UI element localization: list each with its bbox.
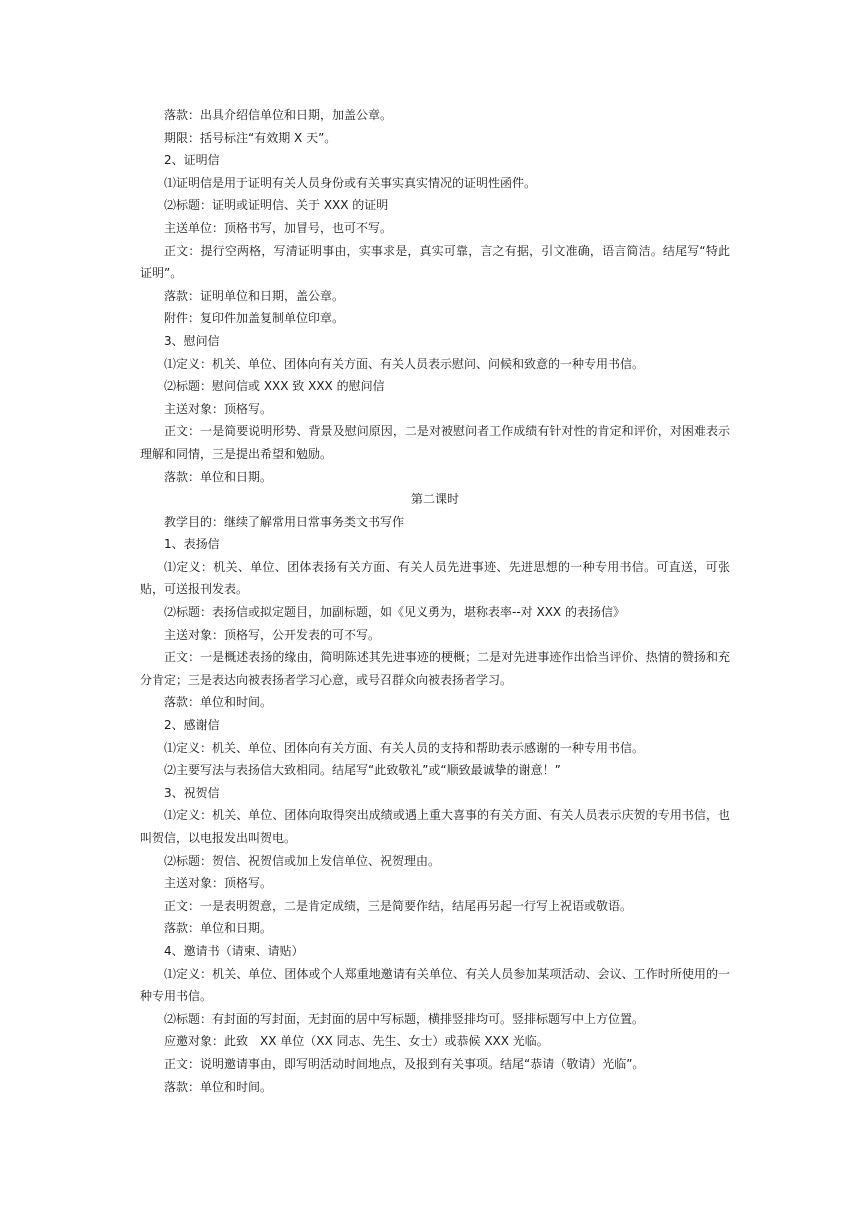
paragraph: 正文：一是简要说明形势、背景及慰问原因，二是对被慰问者工作成绩有针对性的肯定和评价，对困难表示理解和同情，三是提出希望和勉励。: [140, 424, 730, 461]
text-line: ⑵主要写法与表扬信大致相同。结尾写“此致敬礼”或“顺致最诚挚的谢意！”: [164, 763, 561, 778]
text-line: 1、表扬信: [164, 537, 220, 552]
paragraph: 正文：一是概述表扬的缘由，简明陈述其先进事迹的梗概；二是对先进事迹作出恰当评价、热情的赞扬和充分肯定；三是表达向被表扬者学习心意，或号召群众向被表扬者学习。: [140, 650, 730, 687]
text-line: ⑵标题：有封面的写封面，无封面的居中写标题，横排竖排均可。竖排标题写中上方位置。: [164, 1011, 645, 1026]
text-line: ⑵标题：慰问信或 XXX 致 XXX 的慰问信: [164, 379, 385, 394]
text-line: 主送对象：顶格写，公开发表的可不写。: [164, 627, 381, 642]
text-line: 3、祝贺信: [164, 785, 220, 800]
text-line: 主送单位：顶格书写，加冒号，也可不写。: [164, 220, 393, 235]
text-line: 2、感谢信: [164, 718, 220, 733]
section-heading: 第二课时: [410, 492, 459, 507]
text-line: 应邀对象：此致 XX 单位（XX 同志、先生、女士）或恭候 XXX 光临。: [164, 1034, 549, 1049]
text-line: 落款：单位和时间。: [164, 695, 273, 710]
text-line: ⑴定义：机关、单位、团体向有关方面、有关人员表示慰问、问候和致意的一种专用书信。: [164, 356, 645, 371]
text-line: 教学目的：继续了解常用日常事务类文书写作: [164, 514, 405, 529]
paragraph: ⑴定义：机关、单位、团体表扬有关方面、有关人员先进事迹、先进思想的一种专用书信。可直送，可张贴，可送报刊发表。: [140, 559, 730, 597]
text-line: ⑴定义：机关、单位、团体向有关方面、有关人员的支持和帮助表示感谢的一种专用书信。: [164, 740, 645, 755]
text-line: 落款：单位和时间。: [164, 1079, 273, 1094]
text-line: 附件：复印件加盖复制单位印章。: [164, 311, 345, 326]
text-line: 落款：单位和日期。: [164, 921, 273, 936]
text-line: 主送对象：顶格写。: [164, 876, 273, 891]
text-line: 期限：括号标注“有效期 X 天”。: [164, 130, 337, 145]
text-line: 落款：单位和日期。: [164, 469, 273, 484]
text-line: 正文：说明邀请事由，即写明活动时间地点，及报到有关事项。结尾“恭请（敬请）光临”。: [164, 1056, 645, 1071]
text-line: 落款：出具介绍信单位和日期，加盖公章。: [164, 108, 393, 122]
text-line: 3、慰问信: [164, 333, 220, 348]
text-line: ⑵标题：贺信、祝贺信或加上发信单位、祝贺理由。: [164, 853, 441, 868]
document-body: [140, 104, 730, 1098]
text-line: ⑵标题：表扬信或拟定题目，加副标题，如《见义勇为，堪称表率--对 XXX 的表扬信》: [164, 605, 625, 620]
text-line: ⑴证明信是用于证明有关人员身份或有关事实真实情况的证明性函件。: [164, 175, 537, 190]
text-line: 2、证明信: [164, 153, 220, 168]
paragraph: ⑴定义：机关、单位、团体向取得突出成绩或遇上重大喜事的有关方面、有关人员表示庆贺的专用书信，也叫贺信，以电报发出叫贺电。: [140, 808, 730, 845]
paragraph: 正文：提行空两格，写清证明事由，实事求是，真实可靠，言之有据，引文准确，语言简洁。结尾写“特此证明”。: [140, 243, 730, 281]
text-line: 正文：一是表明贺意，二是肯定成绩，三是简要作结，结尾再另起一行写上祝语或敬语。: [164, 898, 633, 913]
text-line: 主送对象：顶格写。: [164, 401, 273, 416]
text-line: 4、邀请书（请柬、请贴）: [164, 943, 304, 958]
text-line: ⑵标题：证明或证明信、关于 XXX 的证明: [164, 198, 389, 213]
text-line: 落款：证明单位和日期，盖公章。: [164, 288, 345, 303]
paragraph: ⑴定义：机关、单位、团体或个人郑重地邀请有关单位、有关人员参加某项活动、会议、工作时所使用的一种专用书信。: [140, 966, 730, 1004]
